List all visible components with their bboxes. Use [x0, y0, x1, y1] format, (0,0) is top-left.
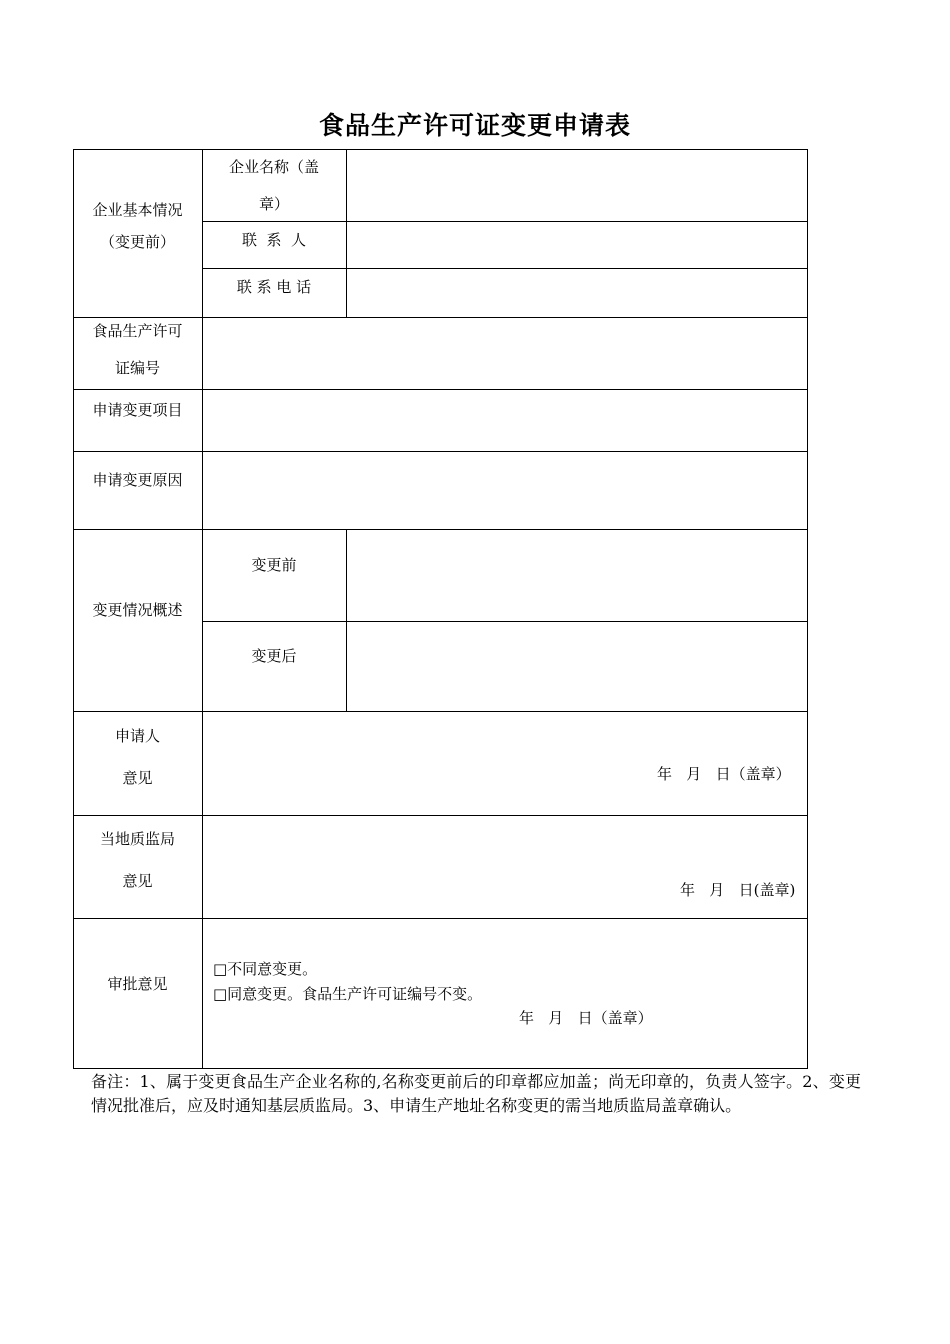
approval-opinion-label: 审批意见: [107, 975, 168, 993]
contact-person-label: 联 系 人: [241, 231, 307, 249]
table-border-bottom: [73, 1068, 808, 1069]
license-number-field[interactable]: [203, 318, 807, 389]
company-name-label-line1: 企业名称（盖: [228, 158, 319, 176]
license-number-label-line2: 证编号: [114, 359, 160, 377]
company-name-label: [202, 149, 346, 223]
bureau-opinion-label-line1: 当地质监局: [99, 830, 175, 848]
applicant-opinion-label-line2: 意见: [122, 769, 153, 787]
change-after-label: 变更后: [251, 647, 297, 665]
section-divider-approval: [73, 918, 808, 919]
applicant-opinion-label-line1: 申请人: [114, 727, 160, 745]
change-items-label: 申请变更项目: [92, 401, 183, 419]
change-after-field[interactable]: [347, 622, 807, 711]
bureau-opinion-field[interactable]: [203, 816, 807, 918]
approval-opinion-date: 年 月 日（盖章）: [519, 1009, 653, 1027]
company-name-label-line2: 章）: [258, 195, 289, 213]
applicant-opinion-date: 年 月 日（盖章）: [657, 765, 791, 783]
basic-info-label: [73, 194, 202, 258]
footnote-remarks: 备注：1、属于变更食品生产企业名称的,名称变更前后的印章都应加盖；尚无印章的，负责人签字。2、变更情况批准后，应及时通知基层质监局。3、申请生产地址名称变更的需当地质监局盖章确认。: [91, 1072, 861, 1115]
contact-phone-field[interactable]: [347, 269, 807, 317]
contact-person-field[interactable]: [347, 222, 807, 268]
form-title: 食品生产许可证变更申请表: [318, 111, 631, 140]
basic-info-label-line2: （变更前）: [99, 233, 175, 251]
application-form-table: [73, 149, 808, 1069]
basic-info-label-line1: 企业基本情况: [92, 201, 183, 219]
license-number-label: [73, 313, 202, 387]
approval-options: [213, 957, 482, 1007]
change-before-label: 变更前: [251, 556, 297, 574]
change-before-field[interactable]: [347, 530, 807, 621]
license-number-label-line1: 食品生产许可: [92, 322, 183, 340]
company-name-field[interactable]: [347, 150, 807, 221]
bureau-opinion-label: [73, 818, 202, 902]
change-reason-field[interactable]: [203, 452, 807, 529]
contact-phone-label: 联 系 电 话: [236, 278, 312, 296]
bureau-opinion-date: 年 月 日(盖章): [680, 881, 796, 899]
applicant-opinion-label: [73, 715, 202, 799]
change-reason-label: 申请变更原因: [92, 471, 183, 489]
table-border-right: [807, 149, 808, 1069]
approval-option-disagree[interactable]: □不同意变更。: [213, 960, 318, 978]
change-items-field[interactable]: [203, 390, 807, 451]
approval-option-agree[interactable]: □同意变更。食品生产许可证编号不变。: [213, 985, 483, 1003]
change-summary-label: 变更情况概述: [92, 601, 183, 619]
bureau-opinion-label-line2: 意见: [122, 872, 153, 890]
